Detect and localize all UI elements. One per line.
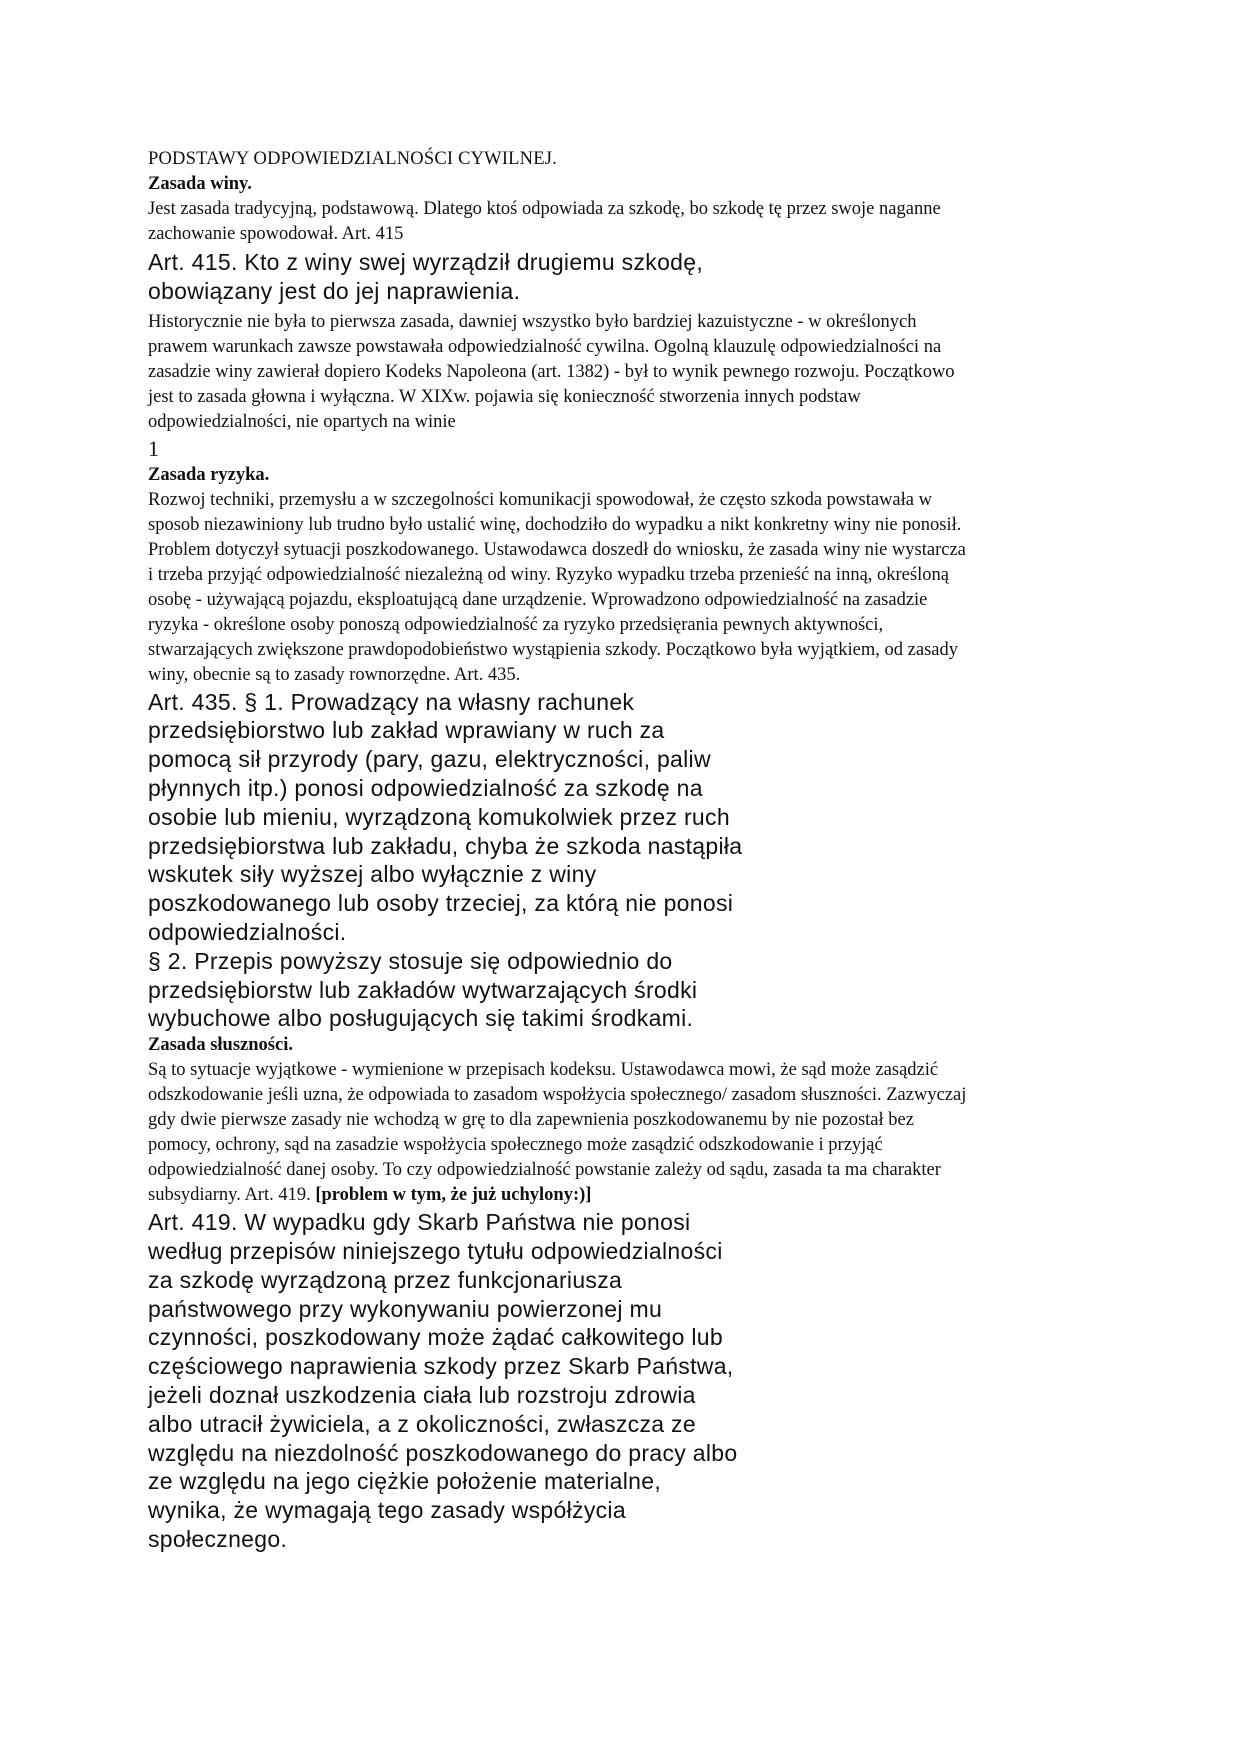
text-line: prawem warunkach zawsze powstawała odpowiedzialność cywilna. Ogolną klauzulę odpowiedzialności na (148, 336, 942, 357)
bold-note: [problem w tym, że już uchylony:)] (315, 1185, 592, 1206)
article-line: poszkodowanego lub osoby trzeciej, za którą nie ponosi (148, 890, 734, 917)
article-line: płynnych itp.) ponosi odpowiedzialność za szkodę na (148, 774, 703, 801)
article-line: Art. 435. § 1. Prowadzący na własny rachunek (148, 688, 635, 715)
article-line: wynika, że wymagają tego zasady współżycia (148, 1497, 626, 1524)
text-line: stwarzających zwiększone prawdopodobieństwo wystąpienia szkody. Początkowo była wyjątkiem, od zasady (148, 639, 958, 660)
article-line: obowiązany jest do jej naprawienia. (148, 277, 521, 304)
article-line: za szkodę wyrządzoną przez funkcjonariusza (148, 1266, 623, 1293)
article-line: państwowego przy wykonywaniu powierzonej mu (148, 1295, 663, 1322)
page-number: 1 (148, 435, 159, 461)
document-page (148, 146, 1078, 1554)
article-415-text (148, 248, 1078, 306)
section-paragraph (148, 488, 1078, 688)
text-line: zachowanie spowodował. Art. 415 (148, 224, 404, 244)
text-line: ryzyka - określone osoby ponoszą odpowiedzialność za ryzyko przedsięrania pewnych aktywności, (148, 614, 884, 635)
section-heading-zasada-winy: Zasada winy. (148, 174, 252, 194)
article-line: albo utracił żywiciela, a z okoliczności, zwłaszcza ze (148, 1410, 696, 1437)
article-line: częściowego naprawienia szkody przez Skarb Państwa, (148, 1353, 734, 1380)
text-line: jest to zasada głowna i wyłączna. W XIXw. pojawia się konieczność stworzenia innych podstaw (148, 386, 861, 407)
text-line: Rozwoj techniki, przemysłu a w szczegolności komunikacji spowodował, że często szkoda powstawała w (148, 489, 932, 510)
article-line: jeżeli doznał uszkodzenia ciała lub rozstroju zdrowia (148, 1381, 696, 1408)
section-heading-zasada-slusznosci: Zasada słuszności. (148, 1035, 293, 1056)
text-line: odszkodowanie jeśli uzna, że odpowiada to zasadom wspołżycia społecznego/ zasadom słuszności. Zazwyczaj (148, 1085, 967, 1106)
article-line: społecznego. (148, 1525, 288, 1552)
text-line: zasadzie winy zawierał dopiero Kodeks Napoleona (art. 1382) - był to wynik pewnego rozwoju. Początkowo (148, 361, 955, 382)
article-419-text (148, 1208, 1078, 1554)
article-line: wybuchowe albo posługujących się takimi środkami. (148, 1005, 694, 1032)
article-435-text (148, 688, 1078, 1034)
section-paragraph (148, 197, 1078, 247)
text-fragment: subsydiarny. Art. 419. (148, 1185, 316, 1206)
article-line: względu na niezdolność poszkodowanego do pracy albo (148, 1439, 738, 1466)
text-line: winy, obecnie są to zasady rownorzędne. Art. 435. (148, 664, 521, 685)
text-line: Historycznie nie była to pierwsza zasada, dawniej wszystko było bardziej kazuistyczne - w określonych (148, 311, 917, 332)
text-line: odpowiedzialność danej osoby. To czy odpowiedzialność powstanie zależy od sądu, zasada ta ma charakter (148, 1160, 941, 1181)
text-line: i trzeba przyjąć odpowiedzialność niezależną od winy. Ryzyko wypadku trzeba przenieść na inną, określoną (148, 564, 949, 585)
article-line: według przepisów niniejszego tytułu odpowiedzialności (148, 1237, 723, 1264)
article-line: pomocą sił przyrody (pary, gazu, elektryczności, paliw (148, 746, 711, 773)
article-line: odpowiedzialności. (148, 918, 347, 945)
article-line: przedsiębiorstwa lub zakładu, chyba że szkoda nastąpiła (148, 832, 743, 859)
section-paragraph (148, 1058, 1078, 1208)
article-line: osobie lub mieniu, wyrządzoną komukolwiek przez ruch (148, 803, 730, 830)
article-line: § 2. Przepis powyższy stosuje się odpowiednio do (148, 947, 673, 974)
text-line: Problem dotyczył sytuacji poszkodowanego. Ustawodawca doszedł do wniosku, że zasada winy nie wystarcza (148, 539, 966, 560)
text-line: pomocy, ochrony, sąd na zasadzie wspołżycia społecznego może zasądzić odszkodowanie i przyjąć (148, 1135, 883, 1156)
article-line: wskutek siły wyższej albo wyłącznie z winy (148, 861, 597, 888)
text-line: odpowiedzialności, nie opartych na winie (148, 411, 456, 432)
article-line: Art. 419. W wypadku gdy Skarb Państwa nie ponosi (148, 1209, 691, 1236)
text-line: osobę - używającą pojazdu, eksploatującą dane urządzenie. Wprowadzono odpowiedzialność na zasadzie (148, 589, 928, 610)
text-line: Jest zasada tradycyjną, podstawową. Dlatego ktoś odpowiada za szkodę, bo szkodę tę przez swoje naganne (148, 199, 941, 219)
article-line: przedsiębiorstw lub zakładów wytwarzających środki (148, 976, 698, 1003)
history-paragraph (148, 310, 1078, 435)
text-line-with-note (148, 1183, 1078, 1208)
article-line: czynności, poszkodowany może żądać całkowitego lub (148, 1324, 723, 1351)
text-line: Są to sytuacje wyjątkowe - wymienione w przepisach kodeksu. Ustawodawca mowi, że sąd może zasądzić (148, 1060, 939, 1081)
section-heading-zasada-ryzyka: Zasada ryzyka. (148, 464, 270, 485)
article-line: Art. 415. Kto z winy swej wyrządził drugiemu szkodę, (148, 249, 704, 275)
article-line: ze względu na jego ciężkie położenie materialne, (148, 1468, 662, 1495)
text-line: gdy dwie pierwsze zasady nie wchodzą w grę to dla zapewnienia poszkodowanemu by nie pozostał bez (148, 1110, 914, 1131)
article-line: przedsiębiorstwo lub zakład wprawiany w ruch za (148, 717, 665, 744)
document-title: PODSTAWY ODPOWIEDZIALNOŚCI CYWILNEJ. (148, 149, 557, 169)
text-line: sposob niezawiniony lub trudno było ustalić winę, dochodziło do wypadku a nikt konkretny winy nie ponosił. (148, 514, 962, 535)
